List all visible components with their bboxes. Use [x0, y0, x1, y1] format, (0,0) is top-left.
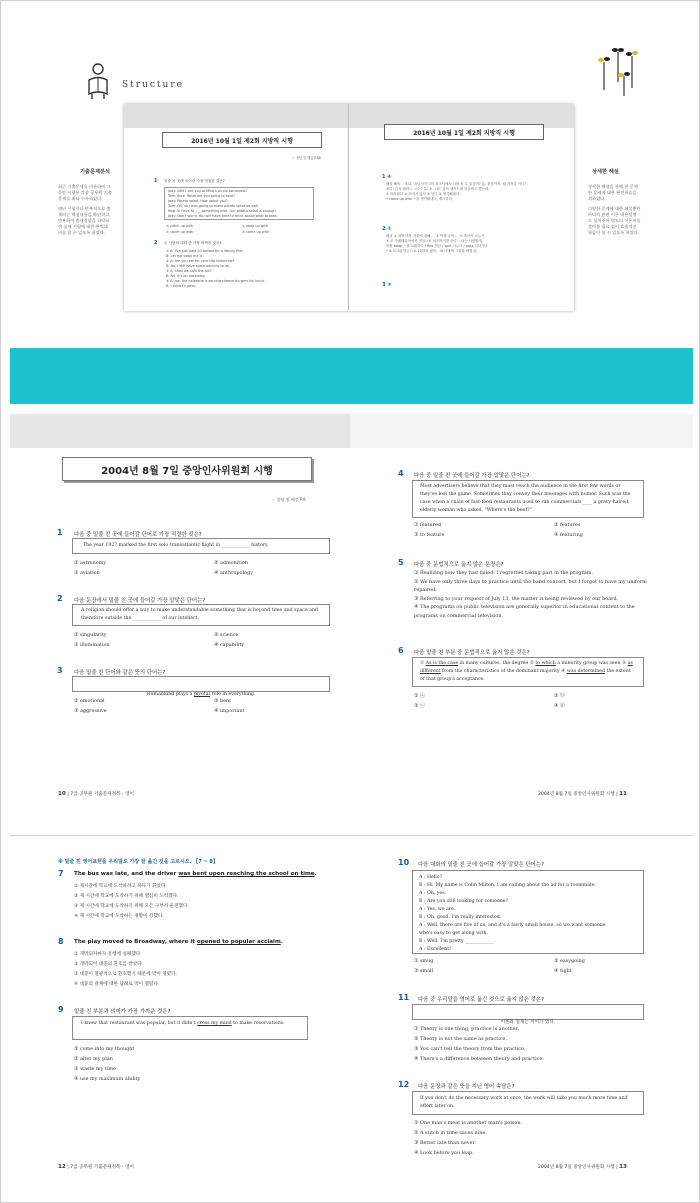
q5-option-1[interactable]: ① Realizing how they had failed, I regretted taking part in the program. [414, 570, 593, 576]
q11-option-1[interactable]: ① Theory is one thing; practice is another. [414, 1026, 520, 1032]
page10-exam-title: 2004년 8월 7일 중앙인사위원회 시행 [62, 457, 312, 481]
q5-options [414, 569, 650, 621]
q12-option-2[interactable]: ② A stitch in time saves nine. [414, 1130, 487, 1136]
q8-option-4[interactable]: ④ 대중의 갈채에 대한 답례로 막이 열렸다. [74, 982, 160, 987]
q9-option-3[interactable]: ③ waste my time [74, 1066, 116, 1072]
q11-box: 이론과 실제는 차이가 있다. [412, 1004, 644, 1020]
q6-option-2[interactable]: ② ⓑ [554, 693, 565, 699]
q9-options [74, 1044, 140, 1084]
q6-box: ① As is the case in many cultures, the degree ② to which a minority group was seen ③ as different from the characteristics of the dominant majority ④ was determined the extent of that group's acceptance. [412, 657, 644, 687]
q11-option-3[interactable]: ③ You can't tell the theory from the practice. [414, 1046, 526, 1052]
mini-right-explanations-2: 해설 ① 지방 비용 지불에 대해 ... ② 여행 준비 ... ③ 계산서 나누기 ④ 조 카페테리아에서 점심으로 치즈버거를 준다. - 나는 사양할게. 어휘 swap ~을 교환하다 / fine 벌금 / split 나누다 / pass 지나가다 • A 도서관 벌금으로 20달러 냈어. - B 나에게 그것을 바꿔 줘. [386, 234, 488, 253]
q3-box: Humankind plays a pivotal role in everything. [72, 676, 330, 692]
q11-option-2[interactable]: ② Theory is not the same as practice. [414, 1036, 507, 1042]
q10-option-4[interactable]: ④ tight [554, 968, 572, 974]
q3-option-3[interactable]: ③ aggressive [74, 708, 107, 714]
page10-answer-note: ☞ 정답 및 해설 P.9 [272, 497, 306, 502]
left-side-description: 최근 기출문제를 비롯하여 그 동안 시행된 각종 공무원 기출 문제를 최다 수록하였다. 매년 시험마다 반복적으로 출 제되는 핵심내용을 확인하고, 반복하여 출제경향을 파악하 여 실제 시험에 대한 완벽대 비를 할 수 있도록 하였다. [58, 184, 112, 235]
q1-option-3[interactable]: ③ aviation [74, 570, 100, 576]
q6-text: 다음 밑줄 친 부분 중 문법적으로 옳지 않은 것은? [414, 650, 530, 656]
q2-option-1[interactable]: ① singularity [74, 632, 107, 638]
q2-text: 다음 문장에서 밑줄 친 곳에 들어갈 가장 알맞은 단어는? [74, 598, 206, 604]
mini-right-title: 2016년 10월 1일 제2회 지방직 시행 [384, 124, 544, 140]
page11-footer: 2004년 8월 7일 중앙인사위원회 시행 | 11 [538, 791, 627, 797]
q6-number: 6 [398, 646, 404, 655]
q11-options [414, 1024, 544, 1064]
q9-option-4[interactable]: ④ use my maximum ability [74, 1076, 141, 1082]
right-side-heading: 상세한 해설 [592, 169, 619, 175]
left-side-heading: 기출문제분석 [80, 169, 111, 175]
q9-option-1[interactable]: ① come into my thought [74, 1046, 135, 1052]
q11-text: 다음 중 우리말을 영어로 옮긴 것으로 옳지 않은 것은? [418, 997, 544, 1003]
q6-option-1[interactable]: ① ⓐ [414, 693, 425, 699]
mini-left-title: 2016년 10월 1일 제2회 지방직 시행 [162, 132, 322, 148]
page-divider [10, 835, 693, 836]
q12-number: 12 [398, 1080, 410, 1089]
q10-number: 10 [398, 858, 410, 867]
q3-text: 다음 밑줄 친 단어와 같은 뜻의 단어는? [74, 670, 166, 676]
mini-left-note: ☞ 정답 및 해설 P.88 [292, 156, 321, 160]
q7-option-2[interactable]: ② 제 시간에 학교에 도착하기 위해 열심히 노력했다. [74, 894, 179, 899]
q2-box: A religion should offer a way to make understandable something that is beyond time and space and therefore outside the ____________ of our intellect. [72, 604, 330, 626]
q11-option-4[interactable]: ④ There's a difference between theory and practice. [414, 1056, 544, 1062]
reading-person-icon [80, 62, 116, 100]
q6-option-3[interactable]: ③ ⓒ [414, 703, 425, 709]
q8-options [74, 950, 177, 990]
q1-option-2[interactable]: ② admonition [214, 560, 248, 566]
q4-option-3[interactable]: ③ to feature [414, 532, 445, 538]
q10-text: 다음 대화의 밑줄 친 곳에 들어갈 가장 알맞은 단어는? [418, 862, 544, 868]
mini-left-q2-options: ① A: I've just paid 20 dollars for a library fine. B: Let me swap me it. ② A: Are you set for your trip tomorrow? B: No, I still have some packing to do. ③ A: Shall we split the bill? B: No, it's on me today. ④ A: Joe, the cafeteria is serving cheese burgers for lunch. B: I think I'll pass. [166, 249, 266, 288]
q12-options [414, 1118, 522, 1158]
q7-option-1[interactable]: ① 제시간에 학교에 도착하려고 하다가 휘었다. [74, 884, 167, 889]
q10-option-2[interactable]: ② easygoing [554, 958, 585, 964]
q1-box: The year 1927 marked the first solo transatlantic flight in ____________ history. [72, 538, 330, 554]
q4-option-2[interactable]: ② features [554, 522, 581, 528]
q5-text: 다음 중 문법적으로 옳지 않은 문장은? [414, 562, 504, 568]
q10-box: A : Hello? B : Hi, My name is Colin Milton. I am calling about the ad for a roommate. A : Oh, yes. B : Are you still looking for someone? A : Yes, we are. B : Oh, good. I'm really interested. A : Well, there are five of us, and it's a fairly small house, so we want someone who's easy to get along with. B : Well, I'm pretty ____________. A : Excellent! [412, 870, 644, 954]
sprout-decoration-icon [596, 42, 644, 98]
q1-text: 다음 중 밑줄 친 곳에 들어갈 단어로 가장 적절한 것은? [74, 532, 202, 538]
q5-option-3[interactable]: ③ Referring to your request of July 13, the matter is being reviewed by our board. [414, 595, 619, 602]
page10-footer: 10 | 7급 공무원 기출문제정복 - 영어 [58, 791, 134, 797]
q9-text: 밑줄 친 부분과 의미가 가장 가까운 것은? [74, 1009, 171, 1015]
q7-option-3[interactable]: ③ 제 시간에 학교에 도착하기 위해 모든 구부러 운전했다. [74, 904, 189, 909]
q2-option-3[interactable]: ③ illumination [74, 642, 110, 648]
q5-option-2[interactable]: ② We have only three days to practice until the band concert, but I forgot to have my uniform repaired. [414, 578, 647, 594]
q3-option-4[interactable]: ④ important [214, 708, 245, 714]
q10-option-1[interactable]: ① smug [414, 958, 434, 964]
q7-options [74, 882, 189, 922]
q6-option-4[interactable]: ④ ⓓ [554, 703, 565, 709]
q3-option-2[interactable]: ② bent [214, 698, 232, 704]
q9-number: 9 [58, 1005, 64, 1014]
mini-right-explanations: 해설 해석 「조디: 내일 마이크의 피크닉에서 너를 볼 수 있을까? 톰: 물론이지. 뭘 가져갈 거니?」 조디: 감자 샐러드. 너는? 톰: 오, 나도 감자 샐러드를 만들려고 했는데. ① 따라잡다 ② 뒤지지 않다 ③ 덮다 ④ 생각해내다 • come up with ~을 생각해내다, 제시하다 [386, 182, 530, 201]
q7-option-4[interactable]: ④ 제 시간에 학교에 도착하는 경향이 강했다. [74, 914, 164, 919]
q4-option-1[interactable]: ① featured [414, 522, 442, 528]
q8-option-1[interactable]: ① 개막되자마자 흥행에 실패했다. [74, 952, 142, 957]
q12-box: If you don't do the necessary work at once, the work will take you much more time and effort later on. [412, 1091, 644, 1115]
q7-number: 7 [58, 869, 64, 878]
q12-option-4[interactable]: ④ Look before you leap. [414, 1150, 474, 1156]
q3-number: 3 [57, 666, 63, 675]
page13-footer: 2004년 8월 7일 중앙인사위원회 시행 | 13 [538, 1164, 627, 1170]
q8-text: The play moved to Broadway, where it opened to popular acclaim. [74, 939, 283, 945]
page12-footer: 12 | 7급 공무원 기출문제정복 - 영어 [58, 1164, 134, 1170]
q7-8-instruction: ※ 밑줄 친 영어표현을 우리말로 가장 잘 옮긴 것을 고르시오. 【7 ~ 8】 [58, 859, 218, 865]
q2-number: 2 [57, 594, 63, 603]
q4-text: 다음 중 밑줄 친 곳에 들어갈 가장 알맞은 단어는? [414, 473, 530, 479]
page10-header-band [10, 414, 350, 448]
sample-spread: 2016년 10월 1일 제2회 지방직 시행 ☞ 정답 및 해설 P.88 1 밑줄 친 곳에 들어갈 가장 적절한 것은? Jody: Well I see you at Mike's picnic tomorrow? Tom: Sure. What are you going to take? Jody: Potato salad. How about you? Tom: Oh, so I was going to make potato salad as well. Now I'll have to ___ something else. Our potato salad is enough. Jody: Don't worry. You will have time to think about what to take. ① catch up with ② keep up with ③ cover up with ④ come up with 2 두 사람의 대화 중 가장 어색한 것은? ① A: I've just paid 20 dollars for a library fine. B: Let me swap me it. ② A: Are you set for your trip tomorrow? B: No, I still have some packing to do. ③ A: Shall we split the bill? B: No, it's on me today. ④ A: Joe, the cafeteria is serving cheese burgers for lunch. B: I think I'll pass. 2016년 10월 1일 제2회 지방직 시행 1 ④ 해설 해석 「조디: 내일 마이크의 피크닉에서 너를 볼 수 있을까? 톰: 물론이지. 뭘 가져갈 거니?」 조디: 감자 샐러드. 너는? 톰: 오, 나도 감자 샐러드를 만들려고 했는데. ① 따라잡다 ② 뒤지지 않다 ③ 덮다 ④ 생각해내다 • come up with ~을 생각해내다, 제시하다 2 ① 해설 ① 지방 비용 지불에 대해 ... ② 여행 준비 ... ③ 계산서 나누기 ④ 조 카페테리아에서 점심으로 치즈버거를 준다. - 나는 사양할게. 어휘 swap ~을 교환하다 / fine 벌금 / split 나누다 / pass 지나가다 • A 도서관 벌금으로 20달러 냈어. - B 나에게 그것을 바꿔 줘. 3 ③ [124, 104, 574, 311]
q1-option-1[interactable]: ① astronomy [74, 560, 107, 566]
page11-header-band [350, 414, 693, 448]
q1-number: 1 [57, 528, 63, 537]
q1-option-4[interactable]: ④ anthropology [214, 570, 253, 576]
q3-option-1[interactable]: ① emotional [74, 698, 105, 704]
q8-option-2[interactable]: ② 개막되어 대중의 환호를 받았다. [74, 962, 144, 967]
q12-option-3[interactable]: ③ Better late than never. [414, 1140, 476, 1146]
q2-option-4[interactable]: ④ capability [214, 642, 245, 648]
q10-option-3[interactable]: ③ small [414, 968, 434, 974]
q12-option-1[interactable]: ① One man's meat is another man's poison. [414, 1120, 523, 1126]
q5-number: 5 [398, 558, 404, 567]
q7-text: The bus was late, and the driver was bent upon reaching the school on time. [74, 871, 317, 877]
q4-box: Most advertisers believe that they must reach the audience in the first few words or they've lost the game. Sometimes they convey their messages with humor. Such was the case when a chain of fast-food restaurants used to run commercials ____ a gravy-haired, elderly woman who asked, "Where's the beef?" [412, 480, 644, 518]
teal-divider-band [10, 348, 693, 404]
q12-text: 다음 문장과 같은 뜻을 지닌 영어 속담은? [418, 1084, 515, 1090]
q5-option-4[interactable]: ④ The programs on public television are generally superior in educational content to the programs on commercial television. [414, 604, 635, 619]
q2-option-2[interactable]: ② science [214, 632, 239, 638]
structure-title: Structure [122, 80, 184, 90]
right-side-description: 상세한 해설을 통해 한 문제 한 문제에 대한 완전학습을 꾀하였다. 다양한 문제에 대한 해설뿐만 아니라 관련 이론 내용설명 도 실어주어 별도의 이론서를 찾아볼 필요 없이 효율적인 학습이 될 수 있도록 하였다. [588, 184, 641, 235]
q9-option-2[interactable]: ② alter my plan [74, 1056, 113, 1062]
q4-number: 4 [398, 469, 404, 478]
q11-number: 11 [398, 993, 410, 1002]
q9-box: I knew that restaurant was popular, but it didn't cross my mind to make reservations. [72, 1016, 308, 1040]
mini-left-q1-box: Jody: Well I see you at Mike's picnic tomorrow? Tom: Sure. What are you going to take? Jody: Potato salad. How about you? Tom: Oh, so I was going to make potato salad as well. Now I'll have to ___ something else. Our potato salad is enough. Jody: Don't worry. You will have time to think about what to take. [164, 187, 314, 220]
q4-option-4[interactable]: ④ featuring [554, 532, 583, 538]
q8-number: 8 [58, 937, 64, 946]
q8-option-3[interactable]: ③ 대중이 열광적으로 환호했기 때문에 막이 열렸다. [74, 972, 178, 977]
